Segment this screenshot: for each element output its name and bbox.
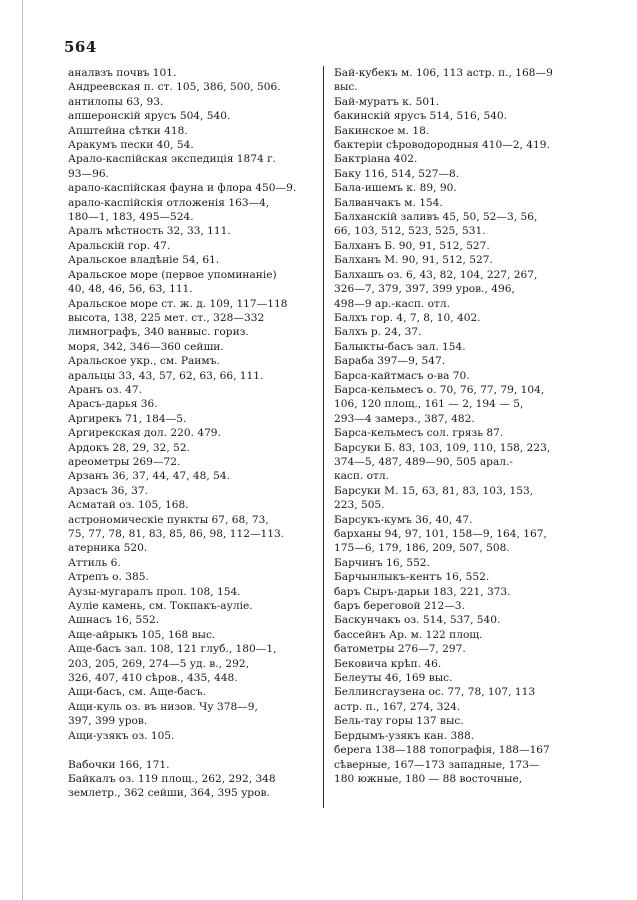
index-entry [334, 685, 572, 714]
index-entry-line: Барсуки М. 15, 63, 81, 83, 103, 153, [334, 484, 534, 497]
index-entry [334, 743, 572, 786]
index-entry-line: Ашнасъ 16, 552. [68, 614, 160, 627]
index-entry-line: Бай-кубекъ м. 106, 113 астр. п., 168—9 [334, 67, 553, 79]
index-entry-line: арало-каспійская фауна и флора 450—9. [68, 182, 297, 195]
index-entry [68, 772, 316, 801]
index-entry-line: Барсуки Б. 83, 103, 109, 110, 158, 223, [334, 441, 551, 454]
index-entry [334, 383, 572, 426]
index-entry-line: Байкалъ оз. 119 площ., 262, 292, 348 [68, 772, 276, 785]
index-entry [68, 729, 316, 743]
index-entry-line: Балхъ р. 24, 37. [334, 326, 422, 339]
index-entry [334, 109, 572, 123]
index-entry [68, 541, 316, 555]
index-entry [68, 152, 316, 181]
index-entry [334, 325, 572, 339]
index-entry-line: Аще-айрыкъ 105, 168 выс. [68, 628, 216, 641]
index-entry-line: Барса-кельмесъ о. 70, 76, 77, 79, 104, [334, 383, 545, 396]
index-entry [334, 729, 572, 743]
index-entry-line: Бай-муратъ к. 501. [334, 95, 440, 108]
index-entry-line: 397, 399 уров. [68, 715, 148, 728]
index-entry [68, 239, 316, 253]
index-entry [334, 585, 572, 599]
index-entry-line: выс. [334, 81, 358, 94]
index-entry [68, 585, 316, 599]
index-entry-line: 223, 505. [334, 499, 385, 512]
index-entry [68, 570, 316, 584]
index-entry-line: Белеуты 46, 169 выс. [334, 672, 453, 685]
index-entry-line: Ардокъ 28, 29, 32, 52. [68, 441, 190, 454]
index-entry-line: арало-каспійскія отложенія 163—4, [68, 196, 270, 209]
index-entry [68, 484, 316, 498]
index-entry [68, 95, 316, 109]
index-entry [68, 613, 316, 627]
index-entry-line: Аральское море ст. ж. д. 109, 117—118 [68, 297, 288, 310]
page-binding-edge [22, 0, 23, 900]
index-entry-line: 66, 103, 512, 523, 525, 531. [334, 225, 486, 238]
index-entry [68, 441, 316, 455]
index-entry-line: Аранъ оз. 47. [68, 383, 143, 396]
column-divider [323, 66, 324, 808]
index-entry [334, 369, 572, 383]
index-entry-line: Бердымъ-узякъ кан. 388. [334, 729, 475, 742]
index-entry [68, 513, 316, 542]
index-entry [334, 340, 572, 354]
index-entry-line: атерника 520. [68, 542, 148, 555]
index-entry [334, 95, 572, 109]
index-entry [334, 671, 572, 685]
index-entry [334, 124, 572, 138]
index-entry [68, 66, 316, 80]
index-entry-line: астр. п., 167, 274, 324. [334, 700, 461, 713]
index-entry-line: Ащи-узякъ оз. 105. [68, 729, 175, 742]
index-entry [334, 354, 572, 368]
index-entry-line: Барса-кельмесъ сол. грязь 87. [334, 427, 504, 440]
index-entry-line: Аральское владѣніе 54, 61. [68, 254, 220, 267]
index-entry [68, 599, 316, 613]
index-entry-line: Балхъ гор. 4, 7, 8, 10, 402. [334, 311, 481, 324]
index-entry [334, 527, 572, 556]
index-entry-line: Бековича крѣп. 46. [334, 657, 442, 670]
index-entry-line: 75, 77, 78, 81, 83, 85, 86, 98, 112—113. [68, 528, 285, 540]
index-entry-line: 326—7, 379, 397, 399 уров., 496, [334, 283, 515, 296]
index-entry-line: Бель-тау горы 137 выс. [334, 715, 464, 728]
index-entry-line: Асматай оз. 105, 168. [68, 499, 189, 512]
index-entry [334, 657, 572, 671]
index-entry [334, 714, 572, 728]
index-entry-line: баръ береговой 212—3. [334, 600, 465, 613]
index-entry [334, 628, 572, 642]
index-entry-line: высота, 138, 225 мет. ст., 328—332 [68, 311, 265, 324]
index-entry [68, 628, 316, 642]
index-entry [68, 498, 316, 512]
index-entry-line: баръ Сыръ-дарьи 183, 221, 373. [334, 585, 511, 598]
index-entry-line: аральцы 33, 43, 57, 62, 63, 66, 111. [68, 369, 264, 382]
index-entry [334, 66, 572, 95]
index-entry [68, 80, 316, 94]
index-entry-line: Аргирекъ 71, 184—5. [68, 412, 187, 425]
index-entry-line: ареометры 269—72. [68, 455, 181, 468]
index-entry-line: Аракумъ пески 40, 54. [68, 139, 194, 152]
index-entry-line: Аральскій гор. 47. [68, 239, 171, 252]
index-entry-line: Арало-каспійская экспедиція 1874 г. [68, 153, 277, 166]
index-entry [68, 469, 316, 483]
index-entry-line: Балханъ Б. 90, 91, 512, 527. [334, 239, 490, 252]
index-entry-line: Барчынлыкъ-кентъ 16, 552. [334, 571, 490, 584]
index-entry [334, 210, 572, 239]
index-entry-line: Аузы-мугаралъ прол. 108, 154. [68, 585, 241, 598]
index-entry-line: Беллинсгаузена ос. 77, 78, 107, 113 [334, 686, 536, 699]
index-entry [334, 138, 572, 152]
index-entry-line: 180—1, 183, 495—524. [68, 211, 194, 224]
index-entry [334, 513, 572, 527]
index-entry [68, 556, 316, 570]
index-entry-line: Аральское море (первое упоминаніе) [68, 268, 277, 281]
index-entry-line: 180 южные, 180 — 88 восточные, [334, 772, 523, 785]
index-entry-line: Ащи-куль оз. въ низов. Чу 378—9, [68, 700, 258, 713]
index-entry-line: 498—9 ар.-касп. отл. [334, 297, 450, 310]
index-entry-line: Арасъ-дарья 36. [68, 398, 158, 411]
index-entry [334, 556, 572, 570]
index-column-right [334, 66, 572, 786]
index-entry-line: касп. отл. [334, 470, 390, 483]
index-entry-line: бакинскій ярусъ 514, 516, 540. [334, 110, 508, 123]
index-entry-line: астрономическіе пункты 67, 68, 73, [68, 513, 269, 526]
index-entry-line: Балванчакъ м. 154. [334, 196, 443, 209]
index-entry [334, 167, 572, 181]
index-entry-line: Арзанъ 36, 37, 44, 47, 48, 54. [68, 470, 230, 483]
index-entry-line: Барса-кайтмасъ о-ва 70. [334, 369, 470, 382]
index-entry [68, 138, 316, 152]
index-entry-line: бассейнъ Ар. м. 122 площ. [334, 628, 483, 641]
index-entry-line: лимнографъ, 340 ванвыс. гориз. [68, 326, 249, 339]
index-entry-line: Арзасъ 36, 37. [68, 484, 149, 497]
index-entry [334, 253, 572, 267]
index-entry-line: 374—5, 487, 489—90, 505 арал.- [334, 455, 513, 468]
index-entry-line: Балхашъ оз. 6, 43, 82, 104, 227, 267, [334, 268, 538, 281]
index-entry-line: Аттиль 6. [68, 556, 121, 569]
index-entry-line: 40, 48, 46, 56, 63, 111. [68, 283, 193, 296]
index-entry-line: берега 138—188 топографія, 188—167 [334, 744, 550, 757]
index-entry-line: Баку 116, 514, 527—8. [334, 167, 460, 180]
index-entry [68, 455, 316, 469]
index-entry-line: землетр., 362 сейши, 364, 395 уров. [68, 787, 270, 800]
index-entry [68, 268, 316, 297]
index-entry-line: Апштейна сѣтки 418. [68, 124, 188, 137]
index-entry-line: барханы 94, 97, 101, 158—9, 164, 167, [334, 528, 547, 540]
index-entry [68, 369, 316, 383]
index-entry-line: Балханъ М. 90, 91, 512, 527. [334, 254, 493, 267]
index-entry [334, 570, 572, 584]
index-entry [68, 224, 316, 238]
index-entry-line: Ауліе камень, см. Токпакъ-ауліе. [68, 600, 253, 613]
index-column-left [68, 66, 316, 801]
index-entry [68, 196, 316, 225]
index-entry-line: апшеронскій ярусъ 504, 540. [68, 110, 231, 123]
page-number: 564 [64, 38, 97, 56]
index-entry [68, 426, 316, 440]
index-entry [68, 397, 316, 411]
index-entry [68, 412, 316, 426]
index-entry [334, 311, 572, 325]
index-entry [68, 253, 316, 267]
index-entry-line: Бала-ишемъ к. 89, 90. [334, 182, 457, 195]
index-entry [334, 196, 572, 210]
index-entry [68, 297, 316, 355]
index-entry [334, 599, 572, 613]
index-entry [68, 743, 316, 757]
index-entry-line: Балыкты-басъ зал. 154. [334, 340, 466, 353]
index-entry [68, 383, 316, 397]
index-entry-line: 203, 205, 269, 274—5 уд. в., 292, [68, 657, 249, 670]
index-entry-line: Барсукъ-кумъ 36, 40, 47. [334, 513, 473, 526]
index-entry-line: Аще-басъ зал. 108, 121 глуб., 180—1, [68, 643, 277, 656]
index-entry-line: Атрепъ о. 385. [68, 571, 149, 584]
index-entry [334, 613, 572, 627]
index-entry [334, 181, 572, 195]
index-entry-line: Аргирекская дол. 220. 479. [68, 427, 221, 440]
index-entry [334, 152, 572, 166]
index-entry-line: 326, 407, 410 сѣров., 435, 448. [68, 672, 238, 685]
index-entry-line: Балханскій заливъ 45, 50, 52—3, 56, [334, 211, 538, 224]
index-entry-line: Барчинъ 16, 552. [334, 556, 430, 569]
index-entry-line: Вабочки 166, 171. [68, 758, 170, 771]
index-entry-line: Баскунчакъ оз. 514, 537, 540. [334, 614, 501, 627]
index-entry-line: 293—4 замерз., 387, 482. [334, 412, 475, 425]
index-entry-line: батометры 276—7, 297. [334, 643, 466, 656]
index-entry [334, 642, 572, 656]
index-entry-line: моря, 342, 346—360 сейши. [68, 340, 224, 353]
index-entry-line [80, 743, 316, 757]
index-entry-line: антилопы 63, 93. [68, 95, 164, 108]
index-entry [68, 354, 316, 368]
index-entry-line: Аралъ мѣстность 32, 33, 111. [68, 225, 231, 238]
index-entry-line: Бакинское м. 18. [334, 124, 430, 137]
index-entry [68, 700, 316, 729]
index-entry [334, 441, 572, 484]
index-entry [68, 181, 316, 195]
index-entry-line: 106, 120 площ., 161 — 2, 194 — 5, [334, 398, 524, 411]
index-entry-line: сѣверные, 167—173 западные, 173— [334, 758, 540, 771]
index-entry [68, 758, 316, 772]
index-entry-line: Аральское укр., см. Раимъ. [68, 355, 220, 368]
index-entry [334, 268, 572, 311]
index-entry [68, 685, 316, 699]
index-entry [334, 239, 572, 253]
index-entry-line: 175—6, 179, 186, 209, 507, 508. [334, 542, 510, 555]
index-entry-line: Бараба 397—9, 547. [334, 355, 446, 368]
index-entry-line: 93—96. [68, 167, 109, 180]
index-entry [334, 426, 572, 440]
index-entry-line: Ащи-басъ, см. Аще-басъ. [68, 686, 206, 699]
index-entry-line: аналвзъ почвъ 101. [68, 67, 177, 79]
index-entry-line: Бактріана 402. [334, 153, 418, 166]
index-entry-line: бактеріи сѣроводородныя 410—2, 419. [334, 139, 550, 152]
index-entry [334, 484, 572, 513]
index-entry-line: Андреевская п. ст. 105, 386, 500, 506. [68, 81, 281, 94]
index-entry [68, 109, 316, 123]
index-entry [68, 124, 316, 138]
index-entry [68, 642, 316, 685]
